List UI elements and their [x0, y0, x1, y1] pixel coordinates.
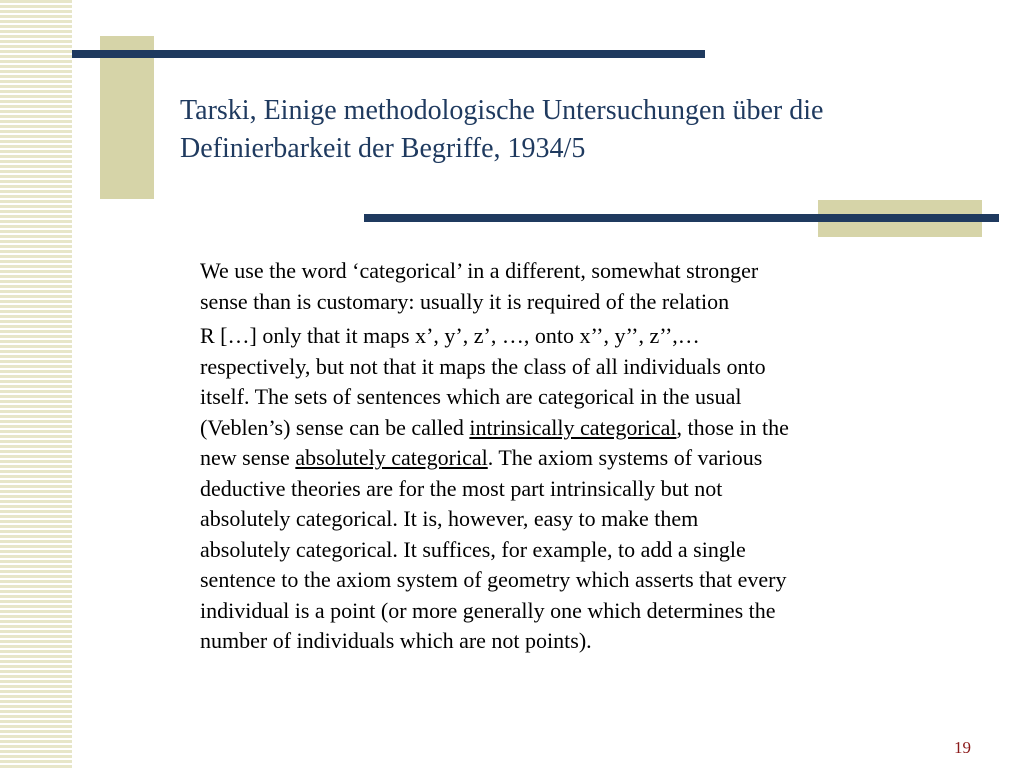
text-segment: , those in the: [676, 414, 789, 440]
text-line: [200, 413, 995, 444]
text-line: We use the word ‘categorical’ in a different, somewhat stronger: [200, 258, 759, 283]
page-number: 19: [954, 738, 971, 757]
text-line: deductive theories are for the most part intrinsically but not: [200, 475, 723, 501]
text-line: [200, 443, 995, 474]
underlined-term: absolutely categorical: [295, 445, 488, 470]
text-line: sense than is customary: usually it is required of the relation: [200, 288, 730, 314]
text-line: respectively, but not that it maps the class of all individuals onto: [200, 353, 766, 379]
underlined-term: intrinsically categorical: [469, 414, 677, 440]
text-segment: new sense: [200, 445, 296, 470]
top-rule: [72, 50, 705, 58]
text-line: absolutely categorical. It suffices, for example, to add a single: [200, 536, 746, 562]
quote-paragraph: [200, 256, 995, 657]
decorative-stripes: [0, 0, 72, 768]
slide-title: [180, 92, 1000, 168]
title-accent-block: [100, 36, 154, 199]
text-line: sentence to the axiom system of geometry which asserts that every: [200, 567, 787, 592]
text-line: itself. The sets of sentences which are categorical in the usual: [200, 384, 742, 409]
text-line: R […] only that it maps x’, y’, z’, …, onto x’’, y’’, z’’,…: [200, 323, 700, 348]
slide-body: [200, 256, 995, 657]
text-line: individual is a point (or more generally one which determines the: [200, 597, 776, 623]
text-line: absolutely categorical. It is, however, easy to make them: [200, 506, 699, 531]
divider-rule: [364, 214, 999, 222]
text-segment: (Veblen’s) sense can be called: [200, 414, 470, 440]
title-line: Tarski, Einige methodologische Untersuchungen über die: [180, 95, 824, 126]
text-line: number of individuals which are not points).: [200, 628, 592, 653]
title-line: Definierbarkeit der Begriffe, 1934/5: [180, 133, 586, 164]
text-segment: . The axiom systems of various: [487, 445, 763, 470]
